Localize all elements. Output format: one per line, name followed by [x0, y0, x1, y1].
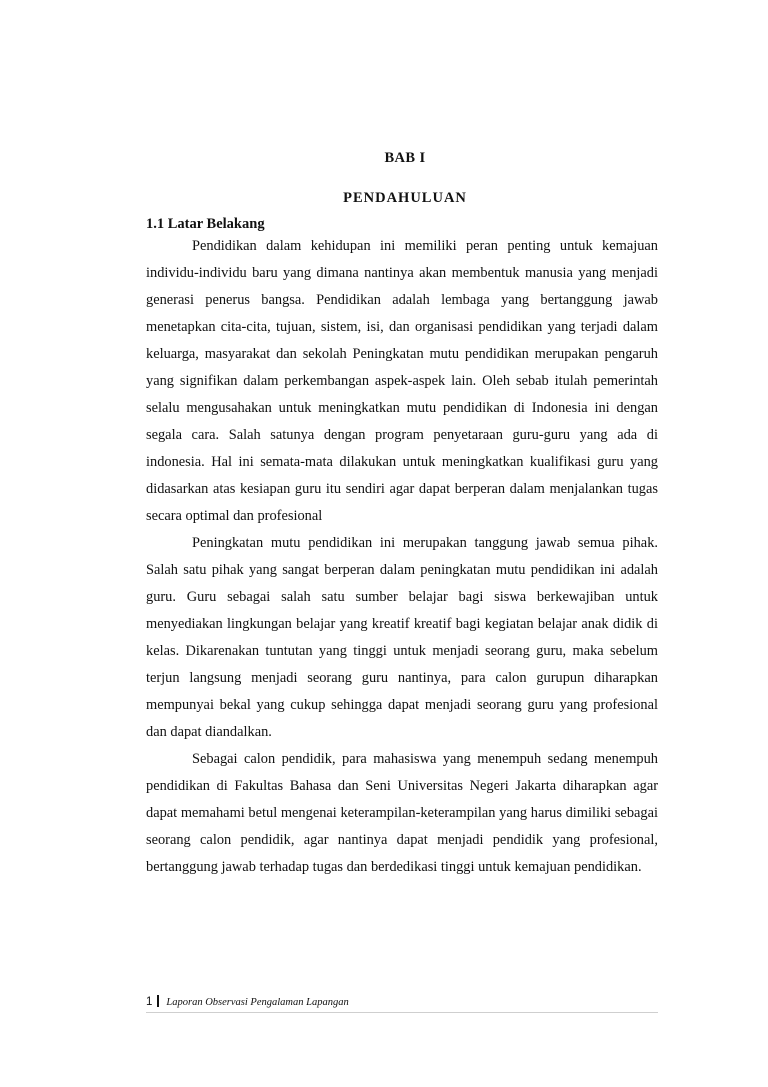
- footer-divider: [157, 995, 159, 1007]
- body-text: [146, 233, 658, 881]
- chapter-title: PENDAHULUAN: [343, 190, 467, 206]
- page-footer: [146, 994, 658, 1013]
- footer-label: Laporan Observasi Pengalaman Lapangan: [166, 997, 349, 1008]
- paragraph: Peningkatan mutu pendidikan ini merupakan tanggung jawab semua pihak. Salah satu pihak yang sangat berperan dalam peningkatan mutu pendidikan ini adalah guru. Guru sebagai salah satu sumber belajar bagi siswa berkewajiban untuk menyediakan lingkungan belajar yang kreatif kreatif bagi kegiatan belajar anak didik di kelas. Dikarenakan tuntutan yang tinggi untuk menjadi seorang guru, maka sebelum terjun langsung menjadi seorang guru nantinya, para calon gurupun diharapkan mempunyai bekal yang cukup sehingga dapat menjadi seorang guru yang profesional dan dapat diandalkan.: [146, 535, 658, 740]
- paragraph: Sebagai calon pendidik, para mahasiswa yang menempuh sedang menempuh pendidikan di Fakultas Bahasa dan Seni Universitas Negeri Jakarta diharapkan agar dapat memahami betul mengenai keterampilan-keterampilan yang harus dimiliki sebagai seorang calon pendidik, agar nantinya dapat menjadi pendidik yang profesional, bertanggung jawab terhadap tugas dan berdedikasi tinggi untuk kemajuan pendidikan.: [146, 751, 658, 875]
- chapter-number: BAB I: [384, 150, 426, 166]
- paragraph: Pendidikan dalam kehidupan ini memiliki peran penting untuk kemajuan individu-individu baru yang dimana nantinya akan membentuk manusia yang menjadi generasi penerus bangsa. Pendidikan adalah lembaga yang bertanggung jawab menetapkan cita-cita, tujuan, sistem, isi, dan organisasi pendidikan yang terjadi dalam keluarga, masyarakat dan sekolah Peningkatan mutu pendidikan merupakan pengaruh yang signifikan dalam perkembangan aspek-aspek lain. Oleh sebab itulah pemerintah selalu mengusahakan untuk meningkatkan mutu pendidikan di Indonesia ini dengan segala cara. Salah satunya dengan program penyetaraan guru-guru yang ada di indonesia. Hal ini semata-mata dilakukan untuk meningkatkan kualifikasi guru yang didasarkan atas kesiapan guru itu sendiri agar dapat berperan dalam menjalankan tugas secara optimal dan profesional: [146, 238, 658, 524]
- page-number: 1: [146, 996, 153, 1008]
- section-heading: 1.1 Latar Belakang: [146, 216, 265, 232]
